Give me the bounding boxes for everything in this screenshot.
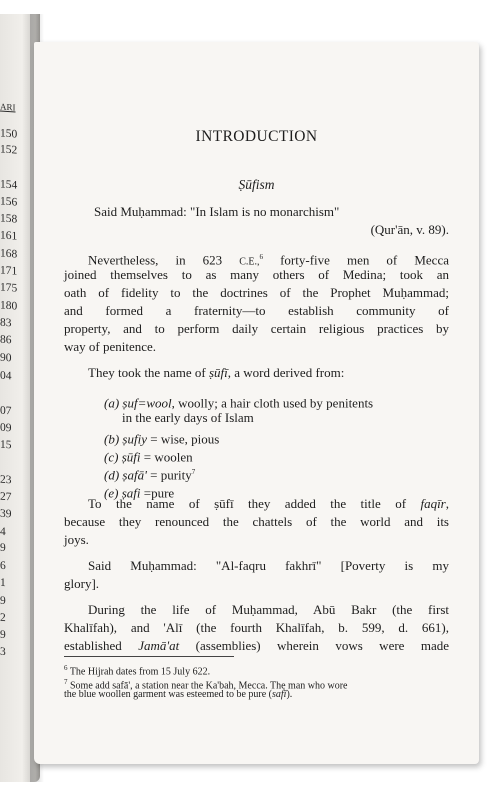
previous-page-number: 86 bbox=[0, 333, 12, 347]
italic-term: Jamā'at bbox=[138, 638, 180, 653]
book-page bbox=[34, 42, 479, 764]
previous-page-number: 2 bbox=[0, 611, 6, 625]
previous-page-number: 158 bbox=[0, 212, 18, 226]
paragraph-line: because they renounced the chattels of the world and its bbox=[64, 514, 449, 529]
previous-page-number: 156 bbox=[0, 195, 18, 209]
paragraph-line: property, and to perform daily certain religious practices by bbox=[64, 321, 449, 336]
previous-page-number: 07 bbox=[0, 404, 12, 418]
previous-page-number: 180 bbox=[0, 299, 18, 313]
paragraph-line: To the name of ṣūfī they added the title of faqīr, bbox=[88, 496, 449, 511]
previous-page-number: 161 bbox=[0, 229, 18, 243]
previous-page-number: 83 bbox=[0, 316, 12, 330]
previous-page-number: 04 bbox=[0, 369, 12, 383]
italic-term: ṣūfī bbox=[208, 365, 228, 380]
footnote-7: $^7$ Some add safā', a station near the Ka'bah, Mecca. The man who wore bbox=[64, 678, 348, 692]
derivation-item: (b) ṣufiy = wise, pious bbox=[104, 431, 220, 447]
section-heading: Ṣūfism bbox=[238, 177, 275, 192]
previous-page-number: 150 bbox=[0, 127, 18, 141]
previous-page-tag: ARI bbox=[0, 101, 16, 113]
previous-page-number: 152 bbox=[0, 143, 18, 157]
previous-page-number: 9 bbox=[0, 594, 6, 608]
previous-page-number: 4 bbox=[0, 525, 6, 539]
previous-page-number: 9 bbox=[0, 628, 6, 642]
previous-page-number: 6 bbox=[0, 559, 6, 573]
paragraph-line: oath of fidelity to the doctrines of the Prophet Muḥammad; bbox=[64, 285, 449, 300]
previous-page-number: 09 bbox=[0, 421, 12, 435]
footnote-7-continuation: the blue woollen garment was esteemed to be pure (safī). bbox=[64, 689, 293, 700]
paragraph-line: established Jamā'at (assemblies) wherein vows were made bbox=[64, 638, 450, 653]
paragraph-line: Nevertheless, in 623 C.E.,$^6$ forty-five men of Mecca bbox=[88, 252, 449, 268]
derivation-item: (a) ṣuf=wool, woolly; a hair cloth used by penitents bbox=[104, 395, 374, 411]
paragraph-line: joined themselves to as many others of Medina; took an bbox=[64, 267, 449, 282]
previous-page-number: 168 bbox=[0, 247, 18, 261]
italic-term: faqīr bbox=[420, 496, 446, 511]
previous-page-number: 1 bbox=[0, 576, 6, 590]
previous-page-number: 27 bbox=[0, 490, 12, 504]
derivation-item: (c) ṣūfi = woolen bbox=[104, 449, 193, 465]
paragraph-line: way of penitence. bbox=[64, 339, 157, 354]
previous-page-number: 90 bbox=[0, 351, 12, 365]
previous-page-number: 175 bbox=[0, 281, 18, 295]
paragraph-line: Said Muḥammad: "Al-faqru fakhrī" [Poverty is my bbox=[88, 558, 449, 573]
paragraph-line: and formed a fraternity—to establish community of bbox=[64, 303, 449, 318]
paragraph-line: They took the name of ṣūfī, a word derived from: bbox=[88, 365, 345, 380]
page-title: INTRODUCTION bbox=[195, 128, 318, 145]
footnote-6: $^6$ The Hijrah dates from 15 July 622. bbox=[64, 664, 211, 678]
paragraph-line: glory]. bbox=[64, 576, 100, 591]
previous-page-number: 39 bbox=[0, 507, 12, 521]
previous-page-number: 9 bbox=[0, 541, 6, 555]
previous-page-number: 15 bbox=[0, 438, 12, 452]
previous-page-number: 3 bbox=[0, 645, 6, 659]
quote-reference: (Qur'ān, v. 89). bbox=[370, 222, 449, 237]
paragraph-line: During the life of Muḥammad, Abū Bakr (the first bbox=[88, 602, 449, 617]
paragraph-line: Khalīfah), and 'Alī (the fourth Khalīfah, b. 599, d. 661), bbox=[64, 620, 449, 635]
previous-page-number: 23 bbox=[0, 473, 12, 487]
derivation-continuation: in the early days of Islam bbox=[122, 410, 254, 425]
previous-page-number: 154 bbox=[0, 178, 18, 192]
footnote-rule bbox=[64, 656, 234, 657]
footnote-ref: 6 bbox=[259, 253, 264, 261]
quote-line: Said Muḥammad: "In Islam is no monarchism" bbox=[94, 204, 340, 219]
derivation-item: (d) ṣafā' = purity$^7$ bbox=[104, 467, 196, 483]
derivation-item: (e) ṣafi =pure bbox=[104, 485, 175, 501]
paragraph-line: joys. bbox=[64, 532, 89, 547]
previous-page-number: 171 bbox=[0, 264, 18, 278]
